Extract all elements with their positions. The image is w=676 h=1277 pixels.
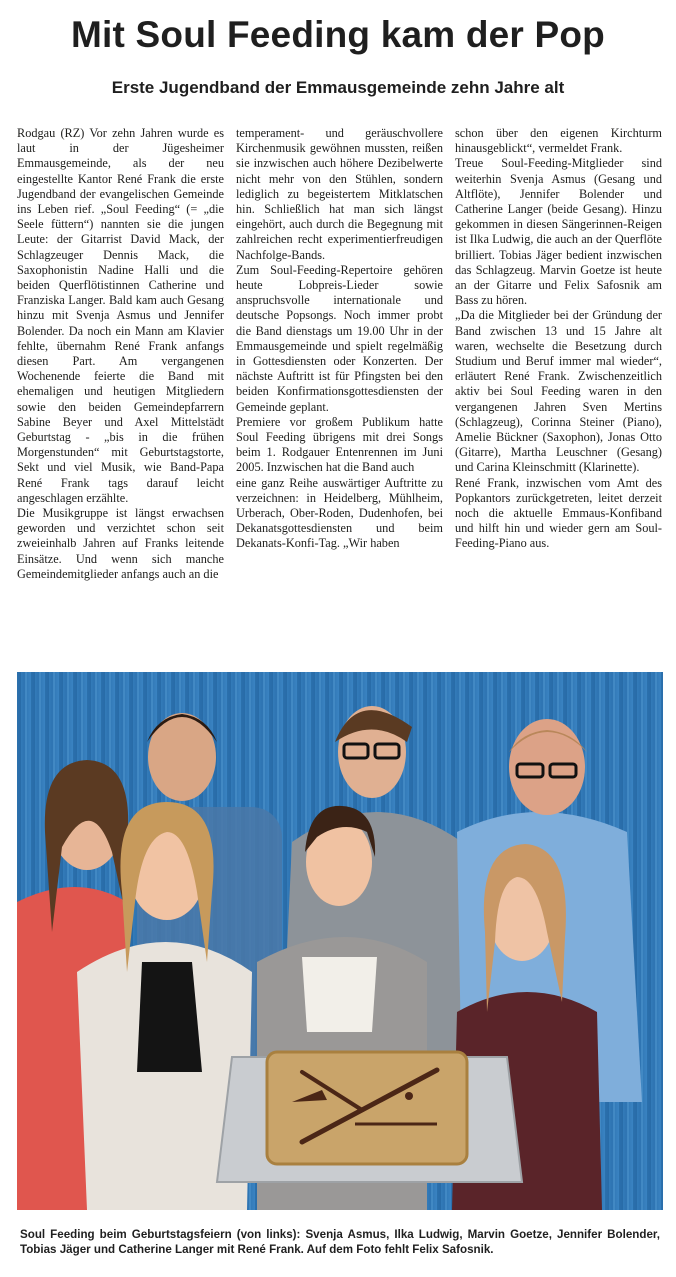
column-2 xyxy=(236,126,443,552)
band-photo-illustration xyxy=(17,672,663,1210)
paragraph: eine ganz Reihe auswärtiger Auftritte zu verzeichnen: in Heidelberg, Mühlheim, Urberach, Ober-Roden, Dudenhofen, bei Dekanatsgottesdiensten und beim Dekanats-Konfi-Tag. „Wir haben xyxy=(236,475,443,551)
column-1 xyxy=(17,126,224,582)
paragraph: Rodgau (RZ) Vor zehn Jahren wurde es laut in der Jügesheimer Emmausgemeinde, als der neu eingestellte Kantor René Frank die erste Jugendband der evangelischen Gemeinde ins Leben rief. „Soul Feeding“ (= „die Seele füttern“) nannten sie die jungen Leute: der Gitarrist David Mack, der Schlagzeuger Dennis Mack, die Saxophonistin Nadine Halli und die beiden Querflötistinnen Catherine und Franziska Langer. Bald kam auch Gesang hinzu mit Svenja Asmus und Jennifer Bolender. Da noch ein Mann am Klavier fehlte, übernahm René Frank anfangs diesen Part. Am vergangenen Wochenende feierte die Band mit ehemaligen und heutigen Mitgliedern sowie den beiden Gemeindepfarrern Sabine Beyer und Axel Mittelstädt Geburtstag - „bis in die frühen Morgenstunden“ mit Geburtstagstorte, Sekt und viel Musik, wie Band-Papa René Frank tags darauf leicht angeschlagen erzählte. xyxy=(17,126,224,505)
paragraph: Premiere vor großem Publikum hatte Soul Feeding übrigens mit drei Songs beim 1. Rodgauer Entenrennen im Juni 2005. Inzwischen hat die Band auch xyxy=(236,414,443,475)
paragraph: Zum Soul-Feeding-Repertoire gehören heute Lobpreis-Lieder sowie anspruchsvolle internationale und deutsche Popsongs. Noch immer probt die Band dienstags um 19.00 Uhr in der Emmausgemeinde und spielt regelmäßig in Gottesdiensten oder Konzerten. Der nächste Auftritt ist für Pfingsten bei den beiden Konfirmationsgottesdiensten der Gemeinde geplant. xyxy=(236,262,443,414)
paragraph: René Frank, inzwischen vom Amt des Popkantors zurückgetreten, leitet derzeit noch die aktuelle Emmaus-Konfiband und hilft hin und wieder gern am Soul-Feeding-Piano aus. xyxy=(455,475,662,551)
paragraph: Treue Soul-Feeding-Mitglieder sind weiterhin Svenja Asmus (Gesang und Altflöte), Jennifer Bolender und Catherine Langer (beide Gesang). Hinzu gekommen in diesen Sängerinnen-Reigen ist Ilka Ludwig, die auch an der Querflöte brilliert. Tobias Jäger bedient inzwischen das Schlagzeug. Marvin Goetze ist heute an der Gitarre und Felix Safosnik am Bass zu hören. xyxy=(455,156,662,308)
paragraph: temperament- und geräuschvollere Kirchenmusik gewöhnen mussten, reißen sie inzwischen auch höhere Dezibelwerte nicht mehr von den Stühlen, sondern lediglich zu begeistertem Mitklatschen hin. Schließlich hat man sich längst eingehört, auch durch die Begegnung mit zahlreichen recht experimentierfreudigen Nachfolge-Bands. xyxy=(236,126,443,262)
birthday-cake xyxy=(217,1052,522,1182)
headline: Mit Soul Feeding kam der Pop xyxy=(71,14,605,55)
paragraph: „Da die Mitglieder bei der Gründung der Band zwischen 13 und 15 Jahre alt waren, wechselte die Besetzung durch Studium und Beruf immer mal wieder“, erläutert René Frank. Zwischenzeitlich aktiv bei Soul Feeding waren in den vergangenen Jahren Sven Mertins (Schlagzeug), Corinna Steiner (Piano), Amelie Bückner (Saxophon), Jonas Otto (Gitarre), Martha Leuschner (Gesang) und Carina Kleinschmitt (Klarinette). xyxy=(455,308,662,475)
article-body xyxy=(14,126,664,661)
band-photo xyxy=(17,672,663,1210)
subheadline: Erste Jugendband der Emmausgemeinde zehn Jahre alt xyxy=(111,78,565,97)
paragraph: Die Musikgruppe ist längst erwachsen geworden und verzichtet schon seit zweieinhalb Jahren auf Franks leitende Einsätze. Und wenn sich manche Gemeindemitglieder anfangs auch an die xyxy=(17,506,224,581)
column-3 xyxy=(455,126,662,552)
photo-caption: Soul Feeding beim Geburtstagsfeiern (von links): Svenja Asmus, Ilka Ludwig, Marvin Goetze, Jennifer Bolender, Tobias Jäger und Catherine Langer mit René Frank. Auf dem Foto fehlt Felix Safosnik. xyxy=(20,1228,660,1256)
paragraph: schon über den eigenen Kirchturm hinausgeblickt“, vermeldet Frank. xyxy=(455,126,662,156)
